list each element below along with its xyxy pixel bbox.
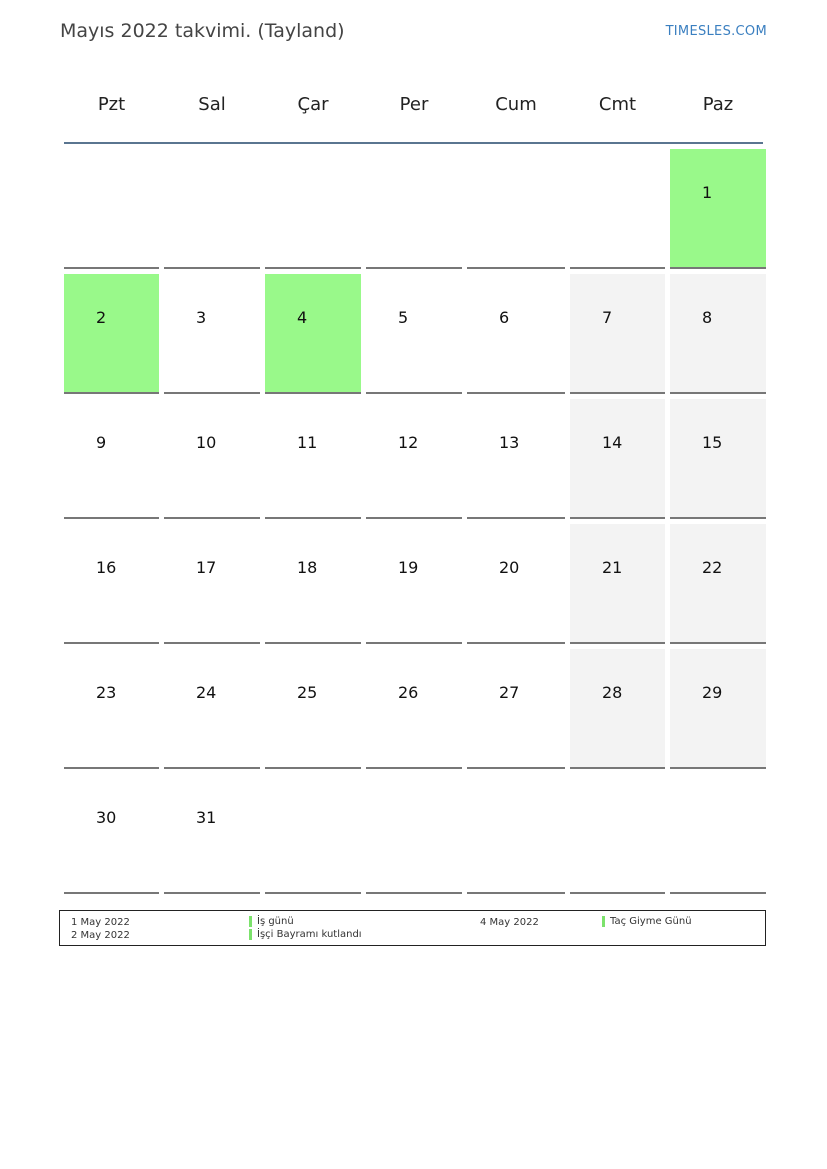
day-number: 11 <box>297 433 318 452</box>
calendar <box>64 70 763 899</box>
day-number: 19 <box>398 558 419 577</box>
day-number: 31 <box>196 808 217 827</box>
empty-cell <box>570 774 665 894</box>
day-cell <box>366 399 462 519</box>
day-number: 17 <box>196 558 217 577</box>
day-number: 26 <box>398 683 419 702</box>
empty-cell <box>366 149 462 269</box>
day-cell <box>467 649 565 769</box>
weekday-tuesday: Sal <box>198 93 226 115</box>
day-cell <box>570 524 665 644</box>
day-cell <box>164 274 260 394</box>
day-number: 8 <box>702 308 713 327</box>
weekday-friday: Cum <box>495 93 537 115</box>
weekday-monday: Pzt <box>97 93 126 115</box>
legend-holiday-name: İş günü <box>257 916 294 927</box>
day-cell <box>64 274 159 394</box>
day-cell <box>670 399 766 519</box>
empty-cell <box>64 149 159 269</box>
day-number: 2 <box>96 308 107 327</box>
day-number: 28 <box>602 683 623 702</box>
day-number: 22 <box>702 558 723 577</box>
empty-cell <box>366 774 462 894</box>
day-cell <box>670 524 766 644</box>
legend-item <box>249 929 362 940</box>
day-number: 25 <box>297 683 318 702</box>
day-cell <box>164 399 260 519</box>
legend-item <box>249 916 294 927</box>
empty-cell <box>670 774 766 894</box>
weekday-thursday: Per <box>399 93 429 115</box>
day-number: 16 <box>96 558 117 577</box>
legend-holiday-name: İşçi Bayramı kutlandı <box>257 929 362 940</box>
day-number: 7 <box>602 308 613 327</box>
day-number: 3 <box>196 308 207 327</box>
day-number: 30 <box>96 808 117 827</box>
holiday-marker-icon <box>249 916 252 927</box>
day-cell <box>570 649 665 769</box>
day-number: 5 <box>398 308 409 327</box>
day-number: 12 <box>398 433 419 452</box>
day-number: 6 <box>499 308 510 327</box>
day-cell <box>467 399 565 519</box>
holiday-marker-icon <box>602 916 605 927</box>
empty-cell <box>467 774 565 894</box>
empty-cell <box>265 774 361 894</box>
weekday-header <box>64 70 763 144</box>
day-number: 10 <box>196 433 217 452</box>
day-number: 24 <box>196 683 217 702</box>
day-cell <box>670 274 766 394</box>
day-number: 9 <box>96 433 107 452</box>
legend-date: 2 May 2022 <box>71 930 130 941</box>
day-grid <box>64 149 763 899</box>
day-cell <box>265 524 361 644</box>
day-number: 4 <box>297 308 308 327</box>
empty-cell <box>265 149 361 269</box>
legend-date: 1 May 2022 <box>71 917 130 928</box>
weekday-saturday: Cmt <box>598 93 637 115</box>
day-cell <box>265 399 361 519</box>
day-cell <box>265 649 361 769</box>
empty-cell <box>570 149 665 269</box>
day-number: 15 <box>702 433 723 452</box>
day-cell <box>670 149 766 269</box>
day-cell <box>366 649 462 769</box>
day-number: 13 <box>499 433 520 452</box>
day-cell <box>570 274 665 394</box>
day-cell <box>670 649 766 769</box>
day-cell <box>64 399 159 519</box>
day-cell <box>64 774 159 894</box>
day-cell <box>64 649 159 769</box>
day-cell <box>366 274 462 394</box>
legend-date: 4 May 2022 <box>480 917 539 928</box>
day-cell <box>366 524 462 644</box>
day-cell <box>164 649 260 769</box>
empty-cell <box>164 149 260 269</box>
day-cell <box>467 524 565 644</box>
legend-holiday-name: Taç Giyme Günü <box>610 916 692 927</box>
weekday-wednesday: Çar <box>297 93 329 115</box>
day-number: 18 <box>297 558 318 577</box>
day-number: 1 <box>702 183 713 202</box>
day-number: 23 <box>96 683 117 702</box>
day-cell <box>164 774 260 894</box>
day-cell <box>570 399 665 519</box>
day-cell <box>265 274 361 394</box>
day-number: 29 <box>702 683 723 702</box>
holiday-legend <box>59 910 766 946</box>
day-cell <box>64 524 159 644</box>
site-link[interactable]: TIMESLES.COM <box>665 24 767 39</box>
empty-cell <box>467 149 565 269</box>
day-cell <box>164 524 260 644</box>
day-number: 20 <box>499 558 520 577</box>
day-number: 27 <box>499 683 520 702</box>
day-number: 14 <box>602 433 623 452</box>
holiday-marker-icon <box>249 929 252 940</box>
day-number: 21 <box>602 558 623 577</box>
legend-item <box>602 916 692 927</box>
day-cell <box>467 274 565 394</box>
weekday-sunday: Paz <box>702 93 734 115</box>
page-title: Mayıs 2022 takvimi. (Tayland) <box>60 20 345 42</box>
